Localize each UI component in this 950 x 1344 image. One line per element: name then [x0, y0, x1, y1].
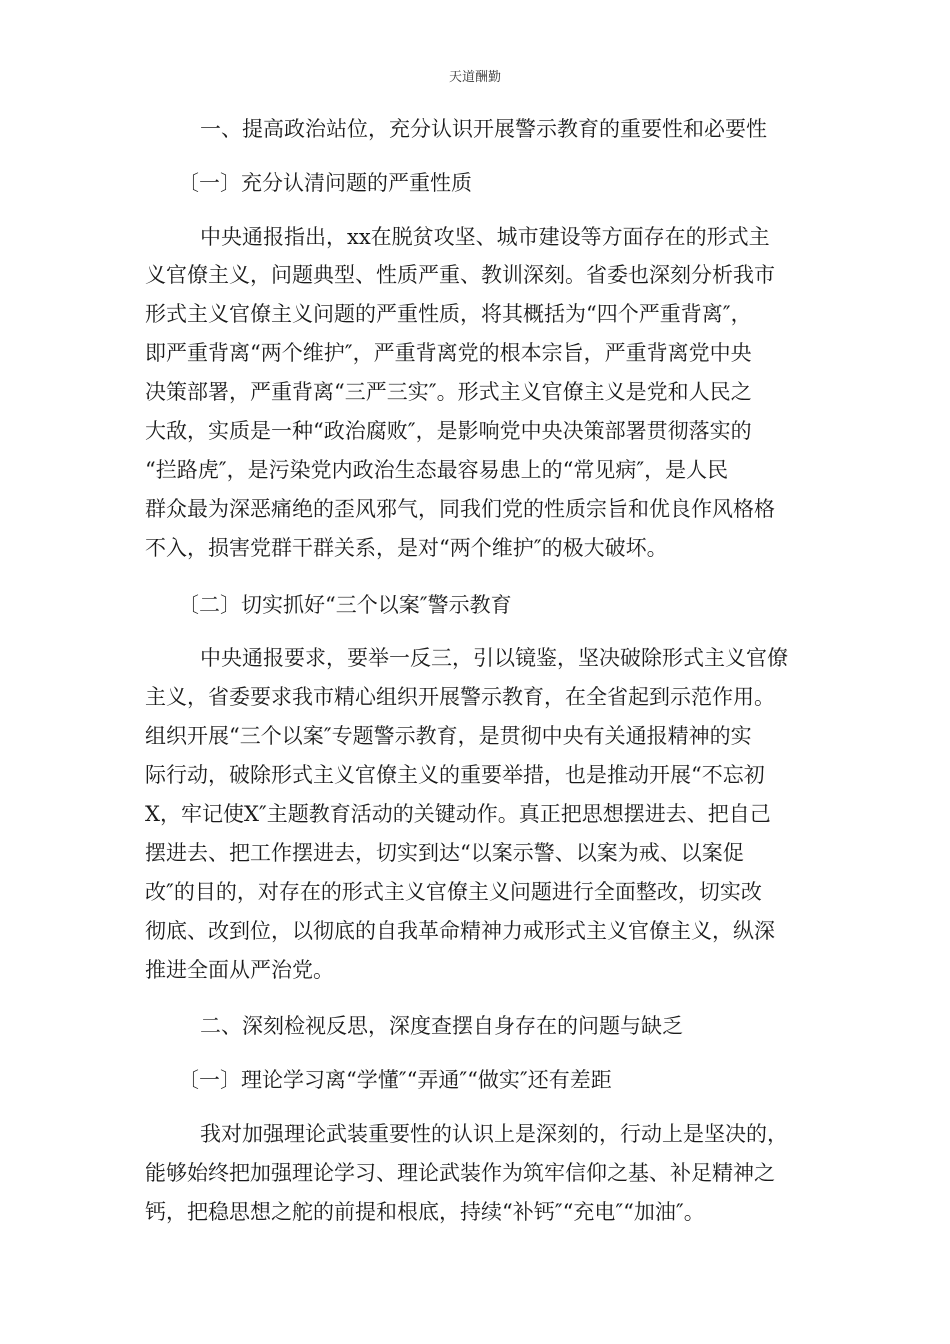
- paragraph-line: 摆进去、把工作摆进去，切实到达“以案示警、以案为戒、以案促: [145, 841, 744, 865]
- page-header: 天道酬勤: [448, 70, 501, 85]
- paragraph-line: 彻底、改到位，以彻底的自我革命精神力戒形式主义官僚主义，纵深: [145, 919, 775, 943]
- paragraph-line: 不入，损害党群干群关系，是对“两个维护″的极大破坏。: [145, 536, 668, 560]
- paragraph-line: 推进全面从严治党。: [145, 958, 334, 982]
- paragraph-line: 义官僚主义，问题典型、性质严重、教训深刻。省委也深刻分析我市: [145, 263, 775, 287]
- paragraph-line: 即严重背离“两个维护″，严重背离党的根本宗旨，严重背离党中央: [145, 341, 752, 365]
- paragraph-line: 决策部署，严重背离“三严三实″。形式主义官僚主义是党和人民之: [145, 380, 752, 404]
- paragraph-line: 形式主义官僚主义问题的严重性质，将其概括为“四个严重背离″，: [145, 302, 752, 326]
- section-heading-2: 二、深刻检视反思，深度查摆自身存在的问题与缺乏: [200, 1014, 683, 1038]
- paragraph-line: X，牢记使X″主题教育活动的关键动作。真正把思想摆进去、把自己: [145, 802, 771, 826]
- paragraph-line: 中央通报指出，xx在脱贫攻坚、城市建设等方面存在的形式主: [200, 225, 770, 249]
- paragraph-line: 中央通报要求，要举一反三，引以镜鉴，坚决破除形式主义官僚: [200, 646, 788, 670]
- paragraph-line: 钙，把稳思想之舵的前提和根底，持续“补钙″“充电″“加油″。: [145, 1200, 705, 1224]
- paragraph-line: 主义，省委要求我市精心组织开展警示教育，在全省起到示范作用。: [145, 685, 775, 709]
- section-heading-1: 一、提高政治站位，充分认识开展警示教育的重要性和必要性: [200, 117, 767, 141]
- paragraph-line: 我对加强理论武装重要性的认识上是深刻的，行动上是坚决的，: [200, 1122, 788, 1146]
- paragraph-line: 群众最为深恶痛绝的歪风邪气，同我们党的性质宗旨和优良作风格格: [145, 497, 775, 521]
- paragraph-line: 能够始终把加强理论学习、理论武装作为筑牢信仰之基、补足精神之: [145, 1161, 775, 1185]
- paragraph-line: 际行动，破除形式主义官僚主义的重要举措，也是推动开展“不忘初: [145, 763, 765, 787]
- subsection-heading-1-1: 〔一〕充分认清问题的严重性质: [178, 171, 472, 195]
- paragraph-line: 组织开展“三个以案″专题警示教育，是贯彻中央有关通报精神的实: [145, 724, 752, 748]
- paragraph-line: 改″的目的，对存在的形式主义官僚主义问题进行全面整改，切实改: [145, 880, 762, 904]
- paragraph-line: “拦路虎″，是污染党内政治生态最容易患上的“常见病″，是人民: [145, 458, 729, 482]
- subsection-heading-2-1: 〔一〕理论学习离“学懂″“弄通″“做实″还有差距: [178, 1068, 612, 1092]
- subsection-heading-1-2: 〔二〕切实抓好“三个以案″警示教育: [178, 593, 512, 617]
- paragraph-line: 大敌，实质是一种“政治腐败″，是影响党中央决策部署贯彻落实的: [145, 419, 752, 443]
